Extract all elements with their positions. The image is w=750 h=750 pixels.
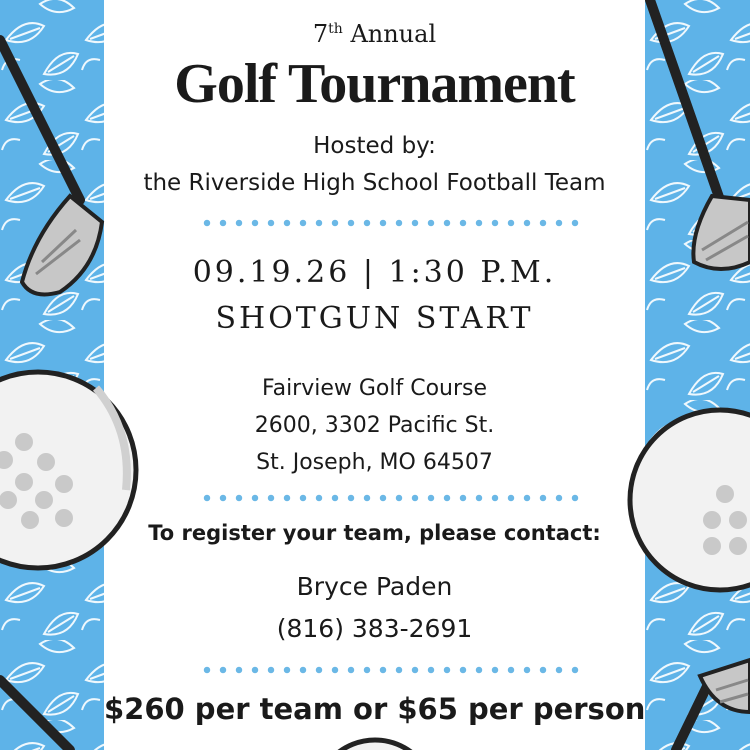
flyer-panel bbox=[104, 0, 645, 750]
contact-phone: (816) 383-2691 bbox=[276, 614, 473, 643]
annual-label: Annual bbox=[350, 20, 437, 48]
left-leaf-pattern bbox=[0, 0, 104, 750]
edition-label bbox=[104, 20, 645, 48]
dotted-divider bbox=[199, 219, 584, 227]
host-name: the Riverside High School Football Team bbox=[143, 170, 606, 196]
date-time: 09.19.26 | 1:30 P.M. bbox=[192, 255, 557, 290]
venue-street: 2600, 3302 Pacific St. bbox=[254, 413, 495, 438]
edition-suffix: th bbox=[328, 21, 343, 37]
venue-city: St. Joseph, MO 64507 bbox=[256, 450, 493, 475]
price-info: $260 per team or $65 per person bbox=[104, 692, 645, 726]
hosted-by-label: Hosted by: bbox=[313, 133, 436, 159]
start-type: SHOTGUN START bbox=[215, 301, 534, 336]
edition-number: 7 bbox=[312, 20, 329, 48]
venue-name: Fairview Golf Course bbox=[261, 376, 488, 401]
dotted-divider bbox=[199, 494, 584, 502]
dotted-divider bbox=[199, 666, 584, 674]
right-leaf-pattern bbox=[645, 0, 750, 750]
event-title: Golf Tournament bbox=[174, 53, 575, 115]
contact-name: Bryce Paden bbox=[296, 572, 453, 601]
register-prompt: To register your team, please contact: bbox=[148, 521, 601, 545]
